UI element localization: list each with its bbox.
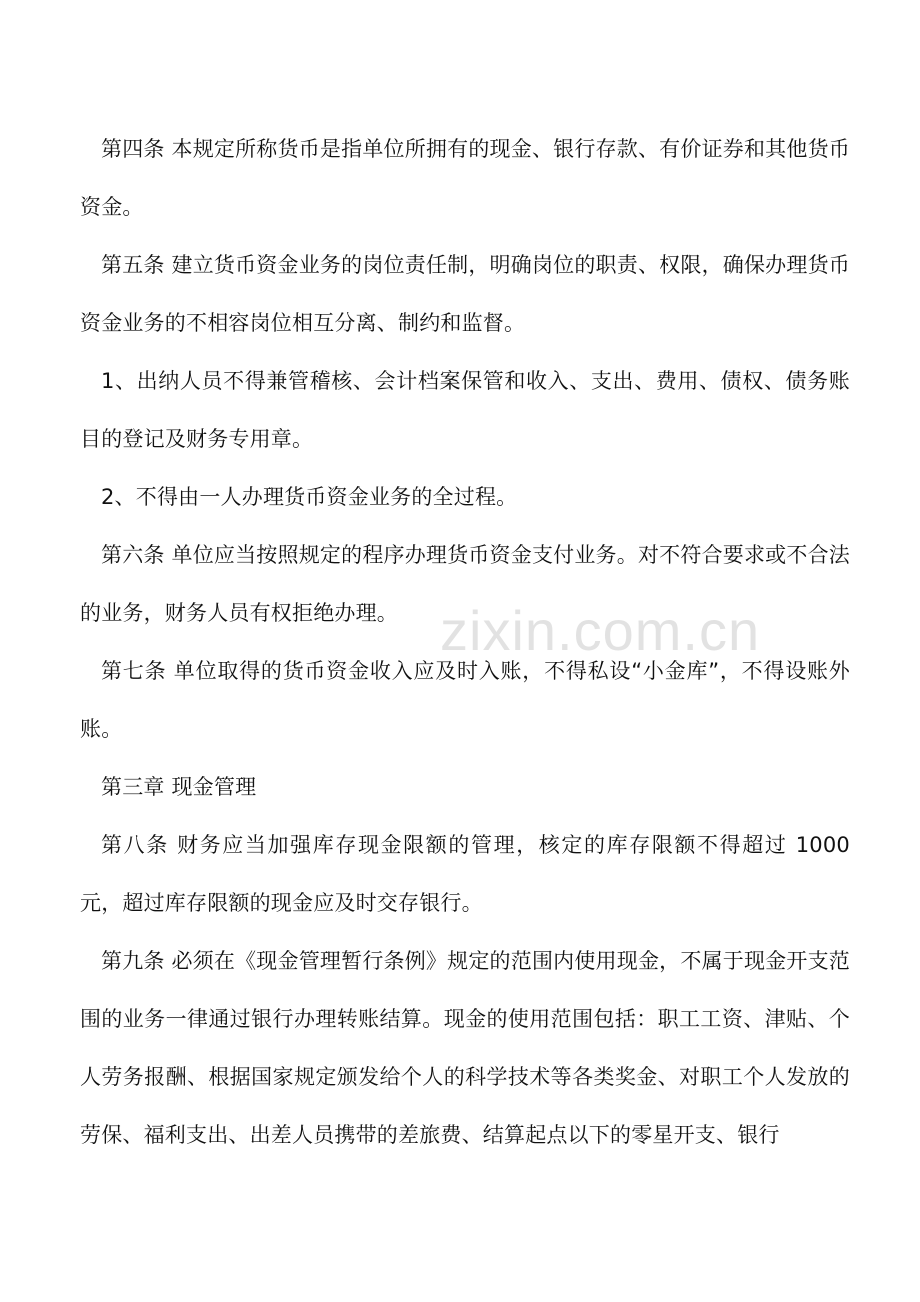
paragraph-article-7: 第七条 单位取得的货币资金收入应及时入账，不得私设“小金库”，不得设账外账。 xyxy=(80,659,850,741)
paragraph-article-5: 第五条 建立货币资金业务的岗位责任制，明确岗位的职责、权限，确保办理货币资金业务的不相容岗位相互分离、制约和监督。 xyxy=(80,253,850,335)
paragraph-item-1: 1、出纳人员不得兼管稽核、会计档案保管和收入、支出、费用、债权、债务账目的登记及财务专用章。 xyxy=(80,369,850,451)
paragraph-article-6: 第六条 单位应当按照规定的程序办理货币资金支付业务。对不符合要求或不合法的业务，财务人员有权拒绝办理。 xyxy=(80,543,850,625)
paragraph-article-8: 第八条 财务应当加强库存现金限额的管理，核定的库存限额不得超过 1000 元，超过库存限额的现金应及时交存银行。 xyxy=(80,833,850,915)
paragraph-article-9: 第九条 必须在《现金管理暂行条例》规定的范围内使用现金，不属于现金开支范围的业务一律通过银行办理转账结算。现金的使用范围包括：职工工资、津贴、个人劳务报酬、根据国家规定颁发给个人的科学技术等各类奖金、对职工个人发放的劳保、福利支出、出差人员携带的差旅费、结算起点以下的零星开支、银行 xyxy=(80,949,850,1147)
chapter-heading-3: 第三章 现金管理 xyxy=(101,775,257,799)
paragraph-item-2: 2、不得由一人办理货币资金业务的全过程。 xyxy=(101,485,518,509)
watermark: zixin.com.cn xyxy=(440,599,761,662)
paragraph-article-4: 第四条 本规定所称货币是指单位所拥有的现金、银行存款、有价证券和其他货币资金。 xyxy=(80,137,850,219)
